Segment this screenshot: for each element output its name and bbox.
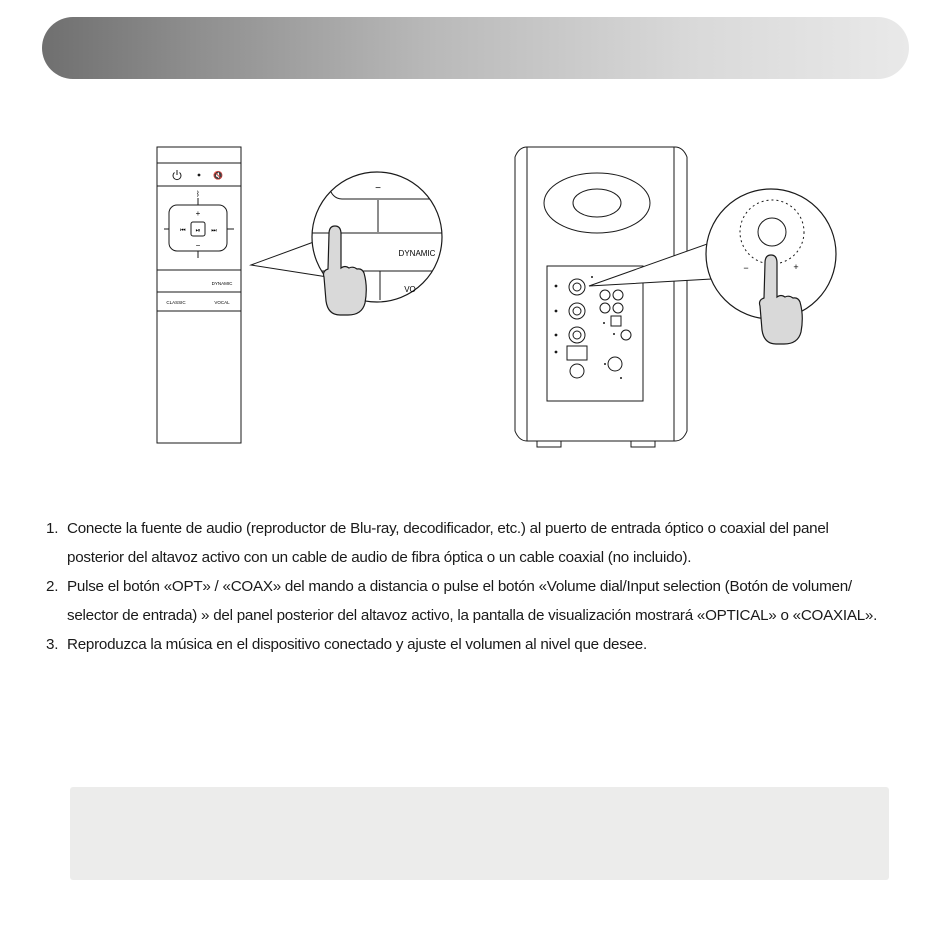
step-number: 3.	[46, 636, 59, 653]
step-text-line: Reproduzca la música en el dispositivo conectado y ajuste el volumen al nivel que desee.	[67, 636, 647, 653]
step-text-line: selector de entrada) » del panel posterior del altavoz activo, la pantalla de visualización mostrará «OPTICAL» o «COAXIAL».	[67, 607, 878, 624]
dial-minus-label: −	[743, 263, 749, 273]
vol-down-button: −	[195, 241, 201, 250]
remote-callout-magnifier	[300, 172, 450, 315]
step-number: 1.	[46, 520, 59, 537]
speaker-rear-panel	[515, 147, 687, 447]
instruction-steps	[46, 514, 916, 659]
remote-classic-label: CLASSIC	[166, 300, 186, 305]
power-icon	[173, 170, 181, 180]
note-box	[70, 787, 889, 880]
dial-plus-label: +	[793, 262, 799, 272]
bluetooth-icon: ᛒ	[195, 191, 201, 198]
mute-icon: 🔇	[213, 171, 223, 180]
callout-minus-label: −	[375, 183, 381, 194]
connection-illustration	[0, 130, 950, 460]
remote-dynamic-label: DYNAMIC	[211, 281, 233, 286]
callout-dynamic-label: DYNAMIC	[398, 249, 436, 258]
step-number: 2.	[46, 578, 59, 595]
speaker-callout-magnifier	[706, 189, 836, 344]
step-text-line: Pulse el botón «OPT» / «COAX» del mando a distancia o pulse el botón «Volume dial/Input selection (Botón de volumen/	[67, 578, 852, 595]
play-pause-icon: ⏯	[195, 228, 201, 234]
prev-icon: ⏮	[180, 228, 186, 234]
step-item	[46, 572, 916, 630]
step-item	[46, 514, 916, 572]
step-text-line: posterior del altavoz activo con un cable de audio de fibra óptica o un cable coaxial (no incluido).	[67, 549, 692, 566]
remote-vocal-label: VOCAL	[214, 300, 230, 305]
input-dot-icon	[198, 174, 201, 177]
speaker-panel-dots	[555, 276, 622, 379]
step-text-line: Conecte la fuente de audio (reproductor de Blu-ray, decodificador, etc.) al puerto de entrada óptico o coaxial del panel	[67, 520, 829, 537]
section-header-bar	[42, 17, 909, 79]
step-item	[46, 630, 916, 659]
next-icon: ⏭	[211, 228, 217, 234]
callout-vocal-label: VO	[404, 285, 416, 294]
vol-up-button: +	[195, 209, 201, 218]
